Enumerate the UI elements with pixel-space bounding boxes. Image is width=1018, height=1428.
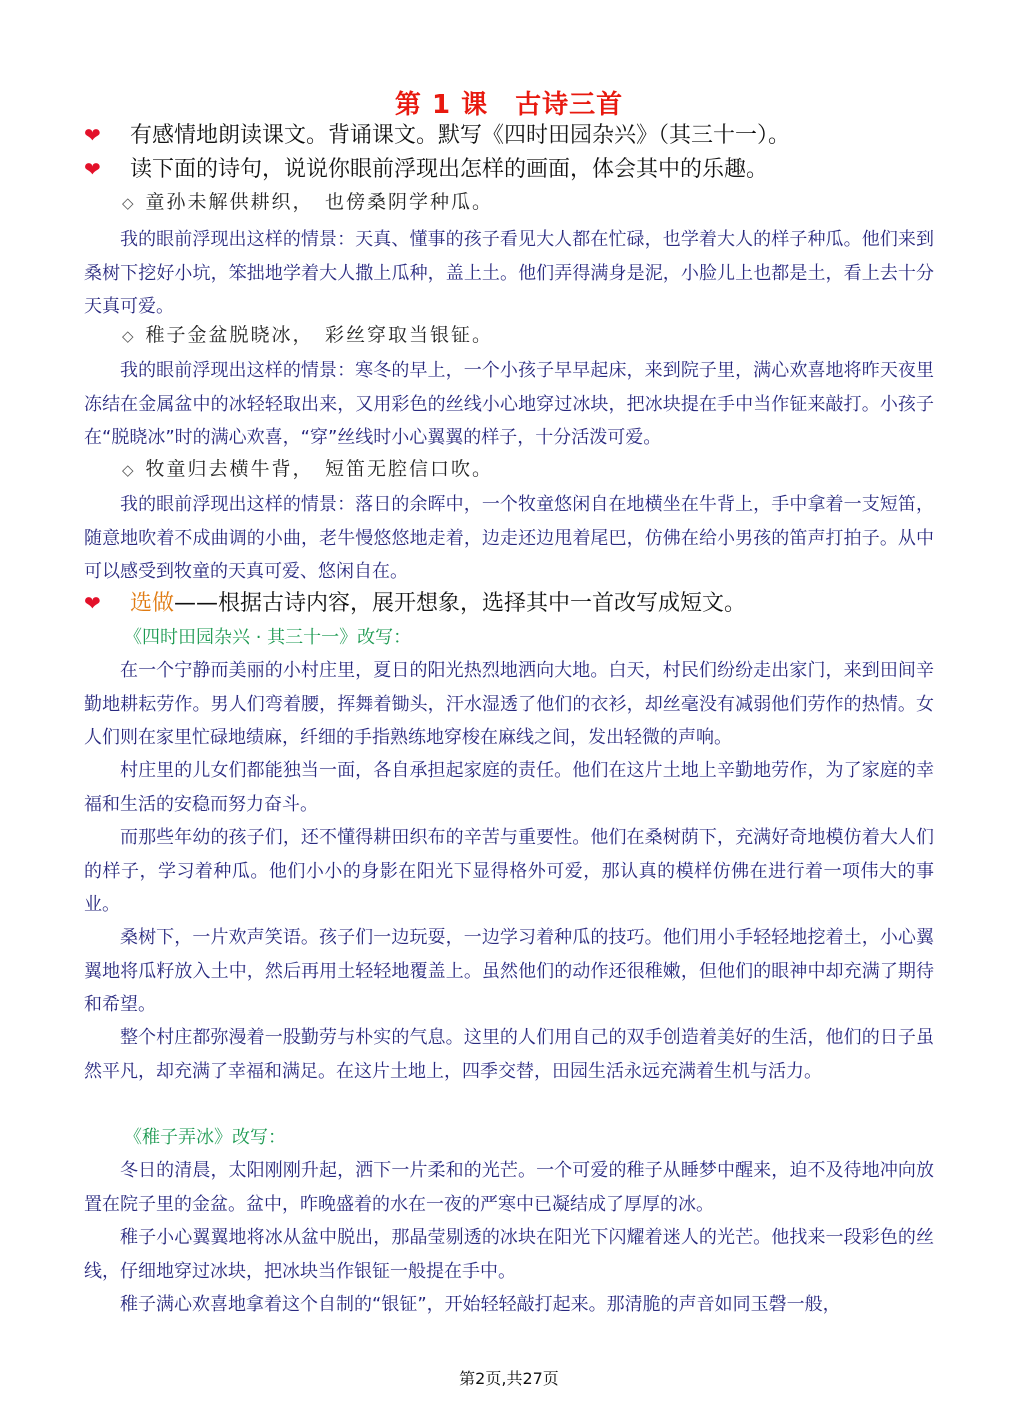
optional-tag: 选做 (130, 591, 175, 616)
poem-text: 稚子金盆脱晓冰， 彩丝穿取当银钲。 (145, 324, 494, 346)
essay-paragraph: 而那些年幼的孩子们，还不懂得耕田织布的辛苦与重要性。他们在桑树荫下，充满好奇地模仿着大人们的样子，学习着种瓜。他们小小的身影在阳光下显得格外可爱，那认真的模样仿佛在进行着一项伟大的事业。 (84, 827, 934, 915)
task-text: 读下面的诗句，说说你眼前浮现出怎样的画面，体会其中的乐趣。 (130, 157, 769, 182)
heart-icon: ❤ (84, 157, 101, 181)
answer-paragraph: 我的眼前浮现出这样的情景：落日的余晖中，一个牧童悠闲自在地横坐在牛背上，手中拿着一支短笛，随意地吹着不成曲调的小曲，老牛慢悠悠地走着，边走还边甩着尾巴，仿佛在给小男孩的笛声打拍子。从中可以感受到牧童的天真可爱、悠闲自在。 (84, 494, 934, 582)
poem-text: 牧童归去横牛背， 短笛无腔信口吹。 (145, 458, 494, 480)
task-text: ——根据古诗内容，展开想象，选择其中一首改写成短文。 (174, 591, 747, 616)
essay-paragraph: 桑树下，一片欢声笑语。孩子们一边玩耍，一边学习着种瓜的技巧。他们用小手轻轻地挖着土，小心翼翼地将瓜籽放入土中，然后再用土轻轻地覆盖上。虽然他们的动作还很稚嫩，但他们的眼神中却充满了期待和希望。 (84, 927, 934, 1015)
essay-paragraph: 在一个宁静而美丽的小村庄里，夏日的阳光热烈地洒向大地。白天，村民们纷纷走出家门，来到田间辛勤地耕耘劳作。男人们弯着腰，挥舞着锄头，汗水湿透了他们的衣衫，却丝毫没有减弱他们劳作的热情。女人们则在家里忙碌地绩麻，纤细的手指熟练地穿梭在麻线之间，发出轻微的声响。 (84, 660, 934, 748)
page-number: 第2页,共27页 (459, 1369, 559, 1388)
poem-line (122, 320, 493, 350)
task-item (84, 118, 790, 152)
essay-paragraph: 稚子小心翼翼地将冰从盆中脱出，那晶莹剔透的冰块在阳光下闪耀着迷人的光芒。他找来一段彩色的丝线，仔细地穿过冰块，把冰块当作银钲一般提在手中。 (84, 1227, 934, 1282)
task-item (84, 152, 768, 186)
poem-line (122, 454, 493, 484)
heart-icon: ❤ (84, 591, 101, 615)
page-title: 第 1 课 古诗三首 (394, 90, 624, 120)
task-text: 有感情地朗读课文。背诵课文。默写《四时田园杂兴》（其三十一）。 (130, 123, 791, 148)
essay-paragraph: 冬日的清晨，太阳刚刚升起，洒下一片柔和的光芒。一个可爱的稚子从睡梦中醒来，迫不及待地冲向放置在院子里的金盆。盆中，昨晚盛着的水在一夜的严寒中已凝结成了厚厚的冰。 (84, 1160, 934, 1215)
task-item (84, 586, 746, 620)
essay-heading: 《四时田园杂兴 · 其三十一》改写： (124, 627, 412, 648)
essay-paragraph: 村庄里的儿女们都能独当一面，各自承担起家庭的责任。他们在这片土地上辛勤地劳作，为了家庭的幸福和生活的安稳而努力奋斗。 (84, 760, 934, 815)
heart-icon: ❤ (84, 123, 101, 147)
diamond-icon: ◇ (122, 327, 136, 345)
essay-paragraph: 整个村庄都弥漫着一股勤劳与朴实的气息。这里的人们用自己的双手创造着美好的生活，他们的日子虽然平凡，却充满了幸福和满足。在这片土地上，四季交替，田园生活永远充满着生机与活力。 (84, 1027, 934, 1082)
essay-heading: 《稚子弄冰》改写： (124, 1127, 286, 1148)
answer-paragraph: 我的眼前浮现出这样的情景：天真、懂事的孩子看见大人都在忙碌，也学着大人的样子种瓜。他们来到桑树下挖好小坑，笨拙地学着大人撒上瓜种，盖上土。他们弄得满身是泥，小脸儿上也都是土，看上去十分天真可爱。 (84, 229, 934, 317)
diamond-icon: ◇ (122, 461, 136, 479)
essay-paragraph: 稚子满心欢喜地拿着这个自制的“银钲”，开始轻轻敲打起来。那清脆的声音如同玉磬一般， (120, 1294, 841, 1315)
poem-text: 童孙未解供耕织， 也傍桑阴学种瓜。 (145, 191, 494, 213)
diamond-icon: ◇ (122, 194, 136, 212)
answer-paragraph: 我的眼前浮现出这样的情景：寒冬的早上，一个小孩子早早起床，来到院子里，满心欢喜地将昨天夜里冻结在金属盆中的冰轻轻取出来，又用彩色的丝线小心地穿过冰块，把冰块提在手中当作钲来敲打。小孩子在“脱晓冰”时的满心欢喜，“穿”丝线时小心翼翼的样子，十分活泼可爱。 (84, 360, 934, 448)
poem-line (122, 187, 493, 217)
